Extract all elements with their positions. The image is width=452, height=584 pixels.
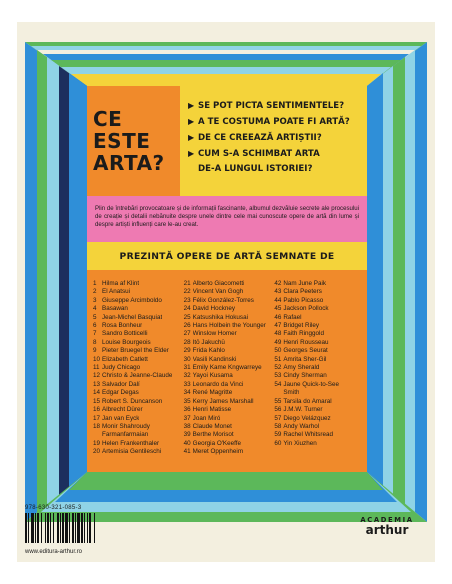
- artist-entry: [93, 280, 184, 288]
- artist-number: 31: [183, 364, 191, 372]
- artist-number: 28: [183, 338, 191, 346]
- artist-entry: [93, 406, 184, 414]
- title-line: CE: [93, 107, 123, 131]
- artist-entry: [184, 356, 275, 364]
- artist-number: 5: [93, 313, 97, 321]
- artist-entry: [93, 415, 184, 423]
- artist-name: Emily Kame Kngwarreye: [192, 364, 262, 372]
- artist-name: Amrita Sher-Gil: [283, 355, 327, 363]
- artist-name: Kerry James Marshall: [192, 397, 254, 405]
- artist-entry: [274, 297, 365, 305]
- artist-number: 9: [93, 347, 97, 355]
- barcode-bar: [69, 513, 70, 543]
- artist-entry: [93, 305, 184, 313]
- artist-number: 45: [274, 305, 282, 313]
- artist-entry: [93, 398, 184, 406]
- artist-number: 2: [93, 288, 97, 296]
- book-title: [93, 108, 165, 174]
- arrow-right-icon: ▶: [188, 149, 195, 158]
- artist-entry: [184, 330, 275, 338]
- artist-number: 55: [274, 397, 282, 405]
- artist-name: Yin Xiuzhen: [283, 439, 317, 447]
- artist-name: Artemisia Gentileschi: [102, 448, 162, 456]
- barcode-bar: [41, 513, 42, 543]
- artist-name: Pieter Bruegel the Elder: [102, 347, 169, 355]
- artist-number: 58: [274, 422, 282, 430]
- artist-entry: [274, 431, 365, 439]
- artist-number: 24: [183, 305, 191, 313]
- artist-column: [93, 280, 184, 457]
- artist-name: Nam June Paik: [283, 280, 327, 287]
- artist-name: Vasili Kandinski: [192, 355, 237, 363]
- artist-number: 1: [93, 280, 97, 287]
- artist-name: Félix González-Torres: [192, 296, 254, 304]
- artist-number: 46: [274, 313, 282, 321]
- barcode-bar: [89, 513, 91, 543]
- artist-entry: [274, 372, 365, 380]
- artist-entry: [274, 322, 365, 330]
- artist-entry: [274, 406, 365, 414]
- artist-entry: [274, 364, 365, 372]
- artist-number: 26: [183, 322, 191, 330]
- barcode-area: [25, 505, 125, 557]
- question-item: ▶ SE POT PICTA SENTIMENTELE?: [188, 98, 361, 114]
- artist-number: 54: [274, 380, 282, 388]
- artist-number: 52: [274, 364, 282, 372]
- artist-entry: [184, 423, 275, 431]
- artists-subheading: PREZINTĂ OPERE DE ARTĂ SEMNATE DE: [119, 250, 335, 262]
- artist-name: Louise Bourgeois: [102, 338, 151, 346]
- artist-number: 30: [183, 355, 191, 363]
- artist-column: [274, 280, 365, 457]
- barcode-bar: [81, 513, 83, 543]
- artist-entry: [184, 448, 275, 456]
- artist-number: 10: [93, 355, 101, 363]
- barcode-bar: [47, 513, 49, 543]
- barcode-bar: [65, 513, 68, 543]
- artist-number: 48: [274, 330, 282, 338]
- question-item: ▶ DE CE CREEAZĂ ARTIȘTII?: [188, 130, 361, 146]
- barcode-bar: [53, 513, 54, 543]
- artist-entry: [274, 440, 365, 448]
- artist-name: Cindy Sherman: [283, 372, 327, 380]
- artist-entry: [93, 389, 184, 397]
- barcode-bar: [28, 513, 29, 543]
- barcode-bar: [60, 513, 61, 543]
- artist-number: 29: [183, 347, 191, 355]
- artist-number: 36: [183, 406, 191, 414]
- artist-name: J.M.W. Turner: [283, 406, 323, 414]
- artist-name: Jan van Eyck: [102, 414, 140, 422]
- artist-entry: [184, 347, 275, 355]
- barcode-bar: [62, 513, 64, 543]
- artist-name: Salvador Dalí: [102, 380, 140, 388]
- barcode-bar: [77, 513, 80, 543]
- artist-number: 19: [93, 439, 101, 447]
- artist-name: René Magritte: [192, 389, 233, 397]
- artist-name: Yayoi Kusama: [192, 372, 233, 380]
- artist-name: El Anatsui: [102, 288, 131, 296]
- artist-name: Jackson Pollock: [283, 305, 329, 313]
- artist-number: 51: [274, 355, 282, 363]
- artist-entry: [274, 280, 365, 288]
- artist-number: 16: [93, 406, 101, 414]
- publisher-name-line1: ACADEMIA: [360, 516, 414, 524]
- artist-number: 25: [183, 313, 191, 321]
- artist-entry: [274, 389, 365, 397]
- artist-number: 27: [183, 330, 191, 338]
- artist-name: Meret Oppenheim: [192, 448, 244, 456]
- artist-number: 35: [183, 397, 191, 405]
- artist-entry: [184, 339, 275, 347]
- artist-entry: [93, 372, 184, 380]
- publisher-logo: [347, 516, 427, 537]
- artist-name: Jean-Michel Basquiat: [102, 313, 163, 321]
- artist-name: Jaune Quick-to-See: [283, 380, 339, 388]
- artist-entry: [93, 440, 184, 448]
- title-line: ESTE: [93, 129, 151, 153]
- artist-name: Hans Holbein the Younger: [192, 322, 266, 330]
- artist-number: 32: [183, 372, 191, 380]
- subheading-band: [87, 242, 367, 270]
- barcode-bar: [84, 513, 85, 543]
- artist-entry: [184, 322, 275, 330]
- artist-entry: [93, 339, 184, 347]
- artist-name: Sandro Botticelli: [102, 330, 148, 338]
- artist-entry: [93, 322, 184, 330]
- artist-number: 20: [93, 448, 101, 456]
- artist-number: 53: [274, 372, 282, 380]
- artist-entry: [184, 364, 275, 372]
- artist-name: Smith: [283, 389, 300, 397]
- artist-entry: [93, 448, 184, 456]
- question-item: ▶ CUM S-A SCHIMBAT ARTA: [188, 146, 361, 162]
- artist-number: 40: [183, 439, 191, 447]
- barcode-bar: [57, 513, 59, 543]
- artist-name: Tarsila do Amaral: [283, 397, 332, 405]
- barcode-bar: [50, 513, 51, 543]
- artist-number: 17: [93, 414, 101, 422]
- artist-name: Albrecht Dürer: [102, 406, 143, 414]
- artist-name: David Hockney: [192, 305, 236, 313]
- artist-name: Bridget Riley: [283, 322, 320, 330]
- artist-number: 43: [274, 288, 282, 296]
- artist-name: Elizabeth Catlett: [102, 355, 148, 363]
- artist-entry: [184, 398, 275, 406]
- artist-number: 44: [274, 296, 282, 304]
- artist-number: 47: [274, 322, 282, 330]
- artist-name: Amy Sherald: [283, 364, 320, 372]
- artist-number: 23: [183, 296, 191, 304]
- header-block: [87, 86, 367, 196]
- artist-name: Helen Frankenthaler: [102, 439, 160, 447]
- artist-entry: [93, 423, 184, 431]
- artist-entry: [184, 305, 275, 313]
- artist-entry: [93, 381, 184, 389]
- artist-name: Rosa Bonheur: [102, 322, 143, 330]
- artist-entry: [184, 431, 275, 439]
- barcode-bar: [31, 513, 34, 543]
- artist-number: 18: [93, 422, 101, 430]
- artist-name: Basawan: [102, 305, 128, 313]
- artist-name: Claude Monet: [192, 422, 232, 430]
- artist-entry: [274, 305, 365, 313]
- artist-name: Itō Jakuchū: [192, 338, 225, 346]
- artist-name: Christo & Jeanne-Claude: [102, 372, 173, 380]
- artist-name: Vincent Van Gogh: [192, 288, 244, 296]
- artist-number: 33: [183, 380, 191, 388]
- barcode-bar: [25, 513, 27, 543]
- question-item-continuation: DE-A LUNGUL ISTORIEI?: [198, 164, 313, 174]
- artist-number: 34: [183, 389, 191, 397]
- artist-entry: [184, 280, 275, 288]
- artist-name: Rachel Whitsread: [283, 431, 334, 439]
- artist-number: 11: [93, 364, 100, 372]
- barcode-bar: [37, 513, 39, 543]
- barcode-bar: [45, 513, 46, 543]
- barcode-bar: [72, 513, 74, 543]
- artist-number: 59: [274, 431, 282, 439]
- artist-number: 15: [93, 397, 101, 405]
- title-line: ARTA?: [93, 151, 165, 175]
- artist-number: 60: [274, 439, 282, 447]
- artist-entry: [274, 347, 365, 355]
- artist-entry: [274, 339, 365, 347]
- arrow-right-icon: ▶: [188, 117, 195, 126]
- arrow-right-icon: ▶: [188, 101, 195, 110]
- artist-name: Henri Rousseau: [283, 338, 329, 346]
- artist-entry: [93, 297, 184, 305]
- artist-name: Judy Chicago: [102, 364, 141, 372]
- artist-name: Berthe Morisot: [192, 431, 234, 439]
- artist-entry: [184, 389, 275, 397]
- title-panel: [87, 86, 180, 196]
- artist-entry: [274, 330, 365, 338]
- artist-number: 13: [93, 380, 101, 388]
- artist-entry: [93, 364, 184, 372]
- isbn-number: 978-630-321-085-3: [25, 505, 82, 511]
- artist-number: 12: [93, 372, 101, 380]
- artist-entry: [184, 372, 275, 380]
- artist-entry: [274, 415, 365, 423]
- artist-name: Rafael: [283, 313, 302, 321]
- artist-entry: [184, 288, 275, 296]
- artist-entry: [93, 347, 184, 355]
- artist-name: Frida Kahlo: [192, 347, 225, 355]
- artist-number: 37: [183, 414, 191, 422]
- artist-name: Hilma af Klint: [102, 280, 140, 287]
- artist-number: 38: [183, 422, 191, 430]
- artist-number: 42: [274, 280, 282, 287]
- artist-entry: [274, 356, 365, 364]
- artist-name: Alberto Giacometti: [192, 280, 245, 287]
- artist-name: Monir Shahroudy: [102, 422, 150, 430]
- artist-name: Robert S. Duncanson: [102, 397, 163, 405]
- artist-entry: [184, 406, 275, 414]
- artist-number: 41: [183, 448, 191, 456]
- artist-number: 4: [93, 305, 97, 313]
- artist-name: Joan Miró: [192, 414, 221, 422]
- artist-name: Faith Ringgold: [283, 330, 324, 338]
- artist-entry: [93, 431, 184, 439]
- artist-entry: [184, 415, 275, 423]
- artist-entry: [93, 330, 184, 338]
- artist-column: [184, 280, 275, 457]
- artist-entry: [274, 423, 365, 431]
- barcode-bar: [75, 513, 76, 543]
- book-back-cover: [17, 22, 435, 562]
- artist-name: Pablo Picasso: [283, 296, 324, 304]
- artist-number: 22: [183, 288, 191, 296]
- artist-name: Winslow Homer: [192, 330, 237, 338]
- artist-number: 7: [93, 330, 97, 338]
- questions-panel: [180, 86, 367, 196]
- arrow-right-icon: ▶: [188, 133, 195, 142]
- artist-name: Farmanfarmaian: [102, 431, 149, 439]
- artist-entry: [184, 381, 275, 389]
- artist-list: [93, 280, 365, 457]
- publisher-website: www.editura-arthur.ro: [25, 549, 83, 555]
- artist-number: 57: [274, 414, 282, 422]
- artist-entry: [184, 314, 275, 322]
- artist-number: 3: [93, 296, 97, 304]
- artist-entry: [93, 288, 184, 296]
- artist-entry: [184, 440, 275, 448]
- artist-entry: [274, 398, 365, 406]
- artist-entry: [274, 314, 365, 322]
- artist-number: 49: [274, 338, 282, 346]
- artist-number: 8: [93, 338, 97, 346]
- artist-entry: [274, 381, 365, 389]
- artist-name: Katsushika Hokusai: [192, 313, 248, 321]
- artist-name: Georgia O'Keeffe: [192, 439, 242, 447]
- artist-number: 6: [93, 322, 97, 330]
- artist-name: Henri Matisse: [192, 406, 232, 414]
- barcode-bar: [94, 513, 95, 543]
- artist-name: Diego Velázquez: [283, 414, 331, 422]
- barcode-image: [25, 513, 125, 543]
- artist-number: 14: [93, 389, 101, 397]
- artist-number: 50: [274, 347, 282, 355]
- publisher-name-line2: arthur: [365, 523, 409, 537]
- barcode-bar: [35, 513, 36, 543]
- artist-entry: [93, 314, 184, 322]
- artist-number: 56: [274, 406, 282, 414]
- artist-entry: [93, 356, 184, 364]
- artist-name: Andy Warhol: [283, 422, 320, 430]
- artist-entry: [184, 297, 275, 305]
- question-item: ▶ A TE COSTUMA POATE FI ARTĂ?: [188, 114, 361, 130]
- artist-name: Giuseppe Arcimboldo: [102, 296, 162, 304]
- artist-name: Edgar Degas: [102, 389, 139, 397]
- intro-paragraph: Plin de întrebări provocatoare și de informații fascinante, albumul dezvăluie secrete ale procesului de creație și detalii nebănuite despre unele dintre cele mai cunoscute opere de artă din lume și despre artiști influenți care le-au creat.: [87, 196, 367, 242]
- artist-name: Clara Peeters: [283, 288, 322, 296]
- artist-number: 39: [183, 431, 191, 439]
- artist-name: Georges Seurat: [283, 347, 328, 355]
- artists-section: [87, 242, 367, 472]
- artist-name: Leonardo da Vinci: [192, 380, 244, 388]
- barcode-bar: [87, 513, 88, 543]
- artist-entry: [274, 288, 365, 296]
- artist-number: 21: [183, 280, 191, 287]
